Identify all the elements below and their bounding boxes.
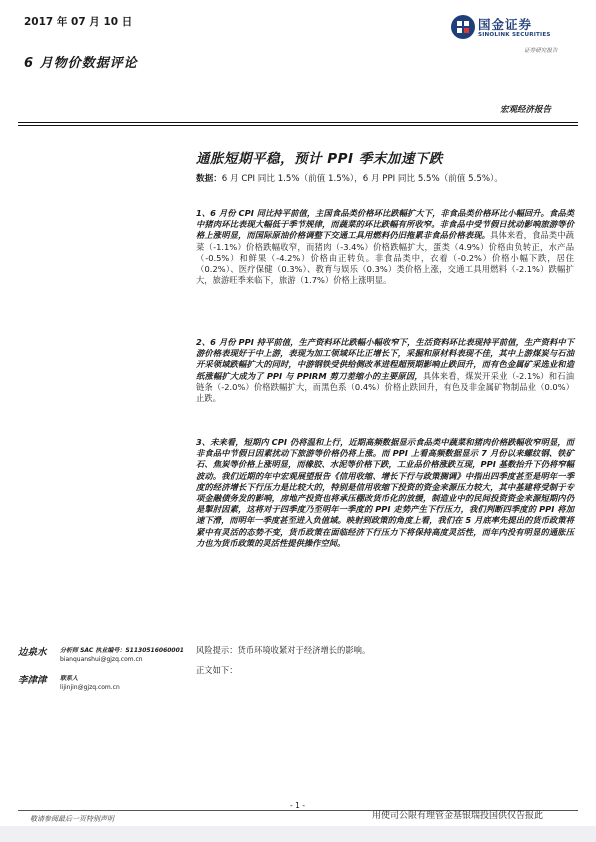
- risk-warning: 风险提示：货币环境收紧对于经济增长的影响。: [196, 645, 371, 655]
- report-category: 宏观经济报告: [500, 105, 552, 115]
- paragraph-1-body: 具体来看，食品类中蔬菜（-1.1%）价格跌幅收窄，而猪肉（-3.4%）价格跌幅扩大，蛋类（4.9%）价格由负转正，水产品（-0.5%）和鲜果（-4.2%）价格由正转负。非食品类中，衣着（-0.2%）价格小幅下跌，居住（0.2%）、医疗保健（0.3%）、教育与娱乐（0.3%）类价格上涨，交通工具用燃料（-2.1%）跌幅扩大，旅游旺季来临下，旅游（1.7%）价格上涨明显。: [196, 230, 574, 286]
- report-series-title: 6 月物价数据评论: [24, 56, 138, 71]
- paragraph-2-lead: 2、6 月份 PPI 持平前值，生产资料环比跌幅小幅收窄下，生活资料环比表现持平前值，生产资料中下游价格表现好于中上游，表现为加工领域环比正增长下，采掘和原材料表现不佳，其中上游煤炭与石油开采领域跌幅扩大的同时，中游钢铁受供给侧改革进程超预期影响止跌回升，而有色金属矿采选业和造纸涨幅扩大成为了 PPI 与 PPIRM 剪刀差缩小的主要原因，: [196, 337, 574, 381]
- sinolink-logo-icon: [450, 14, 476, 40]
- summary-label: 数据：: [196, 174, 222, 184]
- paragraph-2-body: 具体来看，煤炭开采业（-2.1%）和石油链条（-2.0%）价格跌幅扩大，而黑色系（0.4%）价格止跌回升，有色及非金属矿物制品业（0.0%）止跌。: [196, 370, 574, 404]
- logo-chinese-name: 国金证券: [478, 17, 533, 32]
- contact-info: [60, 674, 120, 692]
- contact-role: 联系人: [60, 675, 79, 682]
- summary-text: 6 月 CPI 同比 1.5%（前值 1.5%），6 月 PPI 同比 5.5%（前值 5.5%）。: [221, 174, 503, 184]
- paragraph-1: [196, 208, 574, 286]
- main-title: 通胀短期平稳，预计 PPI 季末加速下跌: [196, 151, 443, 167]
- risk-block: [196, 640, 370, 680]
- paragraph-2: [196, 337, 574, 404]
- contact-name: 李津津: [18, 675, 47, 686]
- header-divider: [18, 122, 578, 123]
- analyst-info: [60, 646, 184, 664]
- contact-email[interactable]: lijinjin@gjzq.com.cn: [60, 684, 120, 691]
- data-summary: [196, 172, 503, 184]
- logo-english-name: SINOLINK SECURITIES: [478, 32, 551, 38]
- report-date: 2017 年 07 月 10 日: [24, 16, 133, 28]
- header-divider-thin: [18, 125, 578, 126]
- paragraph-3: [196, 437, 574, 549]
- paragraph-3-lead: 3、未来看，短期内 CPI 仍将温和上行，近期高频数据显示食品类中蔬菜和猪肉价格跌幅收窄明显，而非食品中节假日因素扰动下旅游等价格仍将上涨。而 PPI 上看高频数据显示 7 月份以来螺纹钢、铁矿石、焦炭等价格上涨明显，而橡胶、水泥等价格下跌，工业品价格涨跌互现，PPI 基数抬升下仍将窄幅波动。我们近期的年中宏观展望报告《信用收缩、增长下行与政策搁调》中指出四季度甚至是明年一季度的经济增长下行压力是比较大的，特别是信用收缩下投资的资金来源压力较大，其中基建将受制于专项金融债务发的影响，房地产投资也将承压棚改货币化的放缓，制造业中的民间投资资金来源短期内仍是掣肘因素，这将对于四季度乃至明年一季度的 PPI 走势产生下行压力，我们判断四季度的 PPI 将加速下滑，而明年一季度甚至进入负值域。映射到政策的角度上看，我们在 5 月底率先提出的货币政策将紧中有灵活的态势不变，货币政策在面临经济下行压力下将保持高度灵活性，而年内没有明显的通胀压力也为货币政策的灵活性提供操作空间。: [196, 437, 574, 548]
- page-number: - 1 -: [290, 801, 305, 810]
- paragraph-1-lead: 1、6 月份 CPI 同比持平前值，主国食品类价格环比跌幅扩大下，非食品类价格环比小幅回升。食品类中猪肉环比表现大幅低于季节规律，而蔬菜的环比跌幅有所收窄。非食品中受节假日扰动影响旅游等价格上涨明显，而国际原油价格调整下交通工具用燃料仍旧拖累非食品价格表现。: [196, 208, 574, 241]
- footer-strip: [0, 826, 596, 842]
- logo-subtitle: 证券研究报告: [524, 48, 558, 54]
- analyst-role: 分析师 SAC 执业编号：S1130516060001: [60, 647, 184, 654]
- footer-disclaimer: 敬请参阅最后一页特别声明: [30, 815, 114, 823]
- body-start: 正文如下：: [196, 665, 238, 675]
- footer-usage-notice: 用使司公限有理管金基银瑞投国供仅告报此: [372, 811, 544, 821]
- analyst-name: 边泉水: [18, 647, 47, 658]
- analyst-email[interactable]: bianquanshui@gjzq.com.cn: [60, 656, 143, 663]
